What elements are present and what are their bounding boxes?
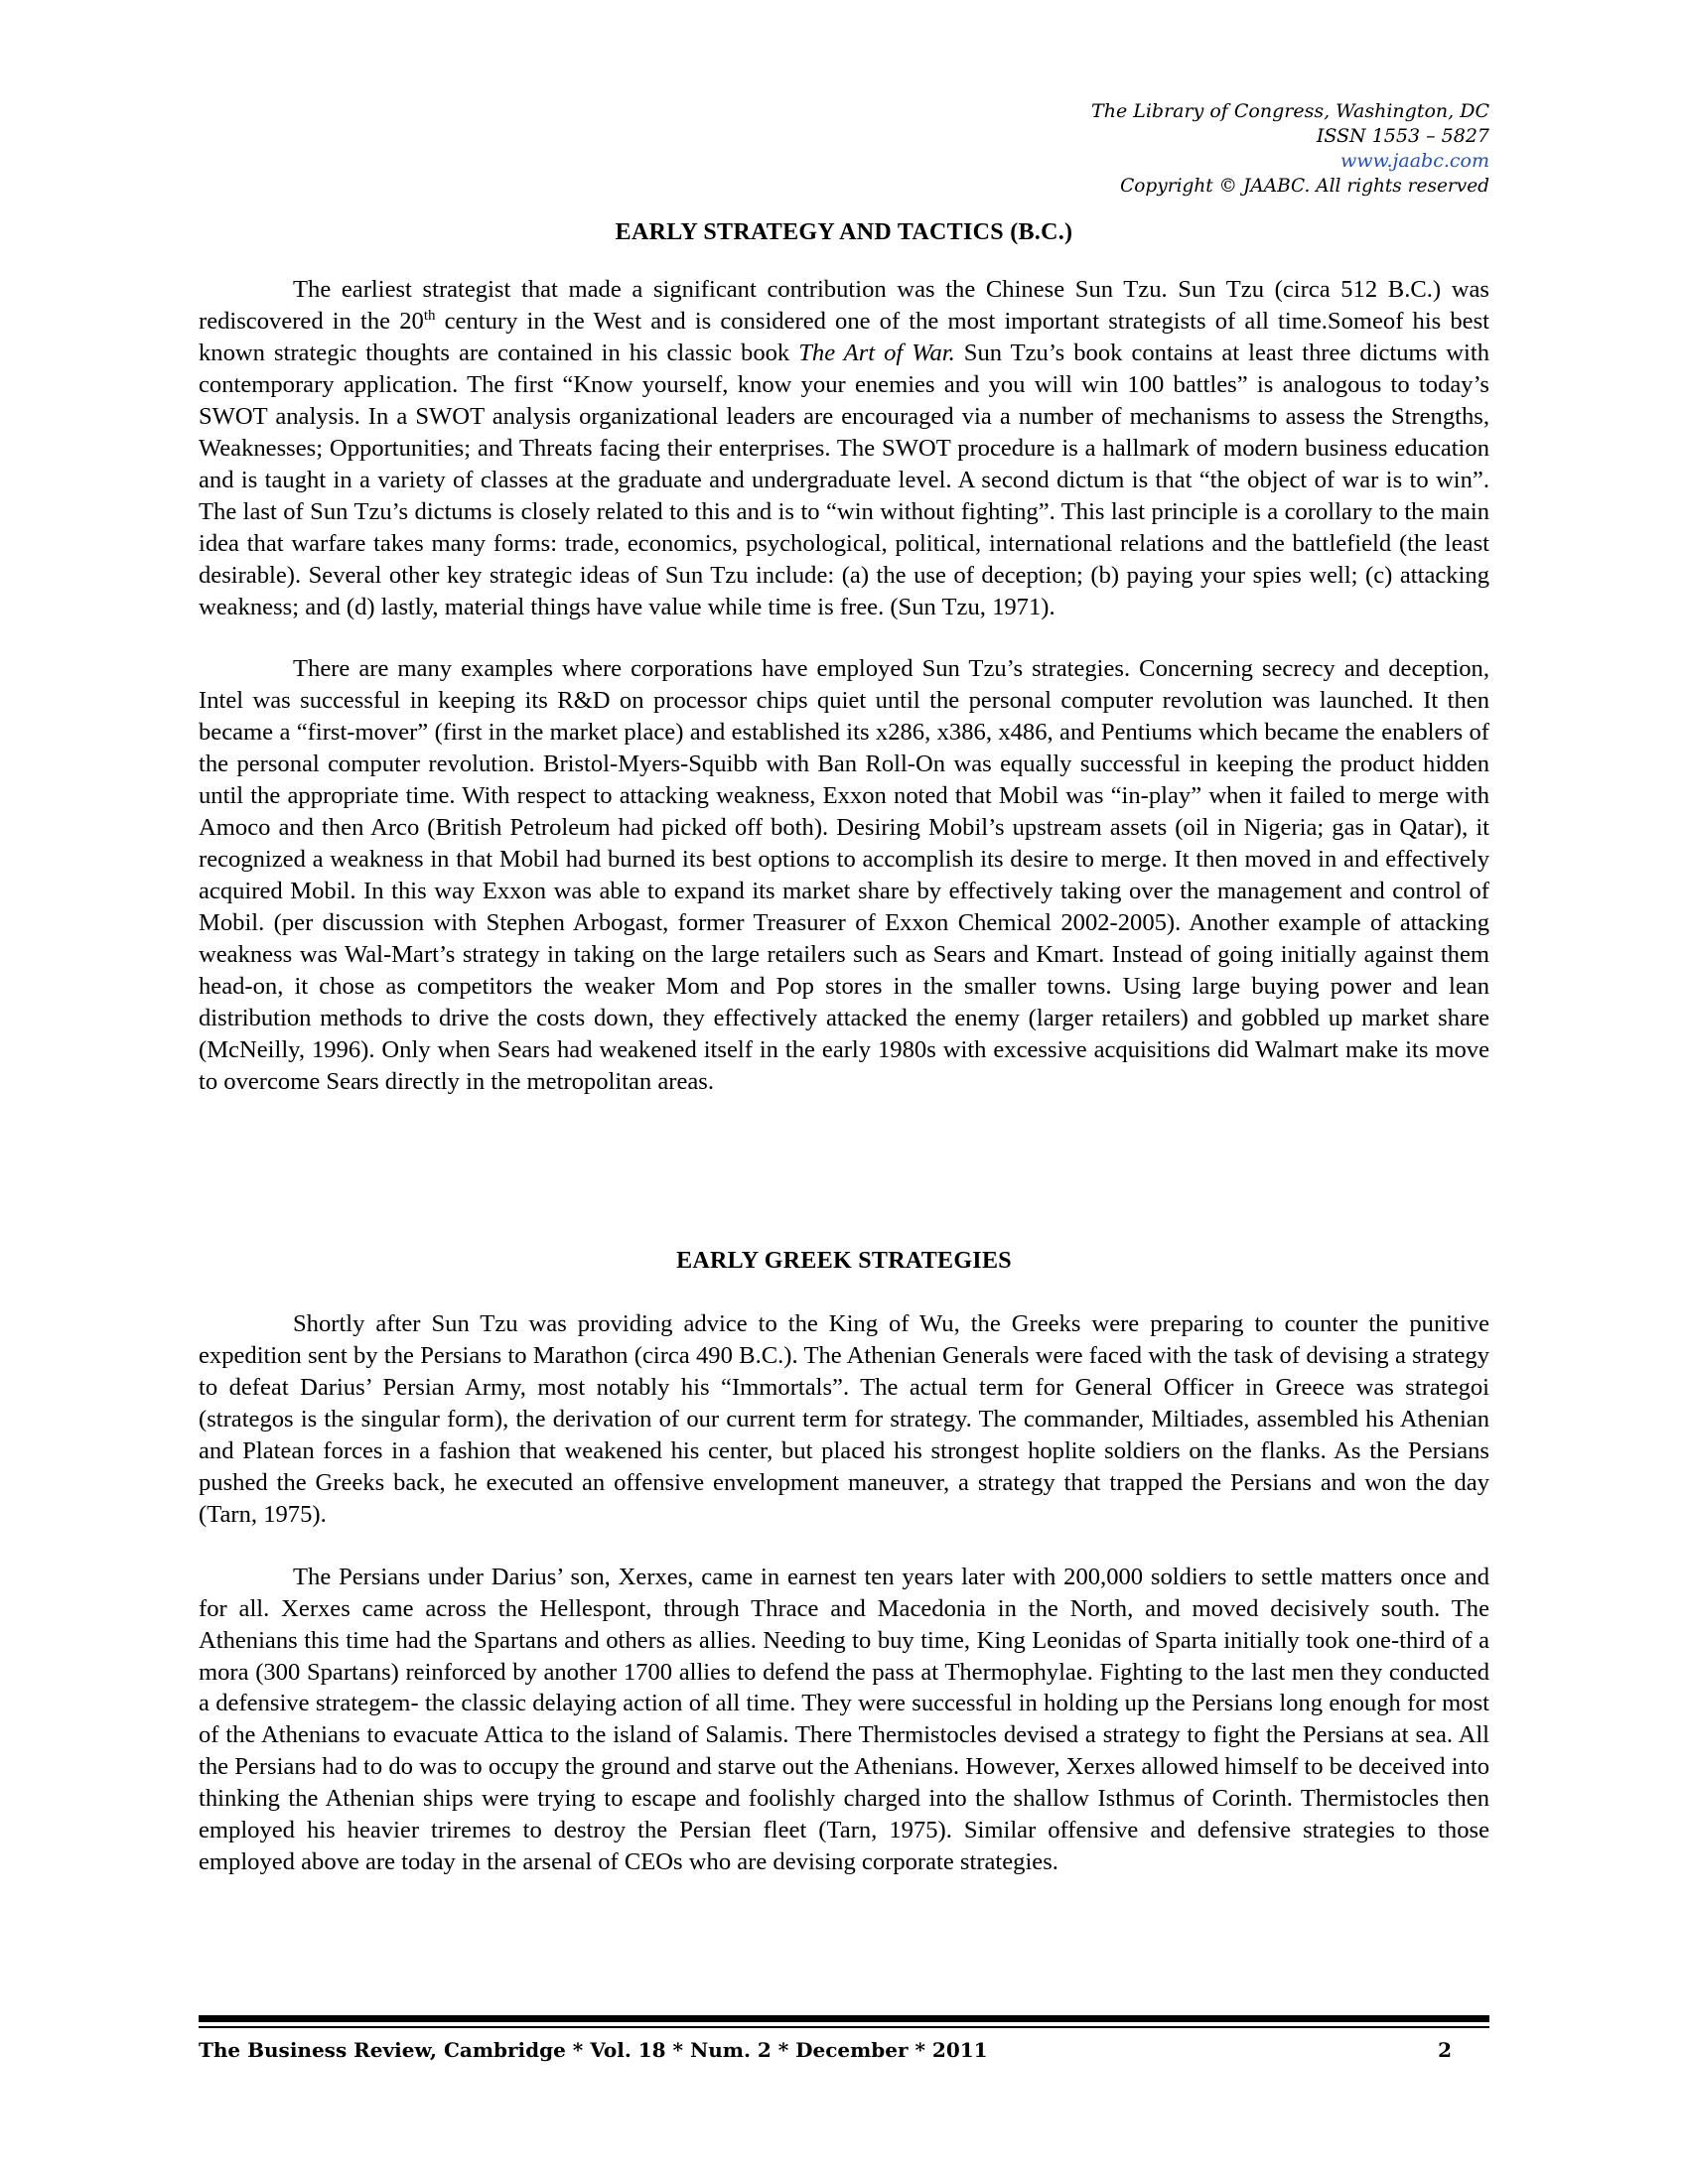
book-title: The Art of War.	[798, 339, 955, 366]
journal-header	[695, 99, 1489, 199]
section-body-early-greek	[199, 1308, 1489, 1909]
paragraph-text: Sun Tzu’s book contains at least three dictums with contemporary application. The first “Know yourself, know your enemies and you will win 100 battles” is analogous to today’s SWOT analysis. In a SWOT analysis organizational leaders are encouraged via a number of mechanisms to assess the Strengths, Weaknesses; Opportunities; and Threats facing their enterprises. The SWOT procedure is a hallmark of modern business education and is taught in a variety of classes at the graduate and undergraduate level. A second dictum is that “the object of war is to win”. The last of Sun Tzu’s dictums is closely related to this and is to “win without fighting”. This last principle is a corollary to the main idea that warfare takes many forms: trade, economics, psychological, political, international relations and the battlefield (the least desirable). Several other key strategic ideas of Sun Tzu include: (a) the use of deception; (b) paying your spies well; (c) attacking weakness; and (d) lastly, material things have value while time is free. (Sun Tzu, 1971).	[199, 339, 1489, 620]
superscript-text: th	[423, 307, 436, 324]
header-issn-line: ISSN 1553 – 5827	[1316, 125, 1489, 147]
header-library-line: The Library of Congress, Washington, DC	[1091, 100, 1489, 122]
footer-rule-thick	[199, 2015, 1489, 2022]
header-copyright-line: Copyright © JAABC. All rights reserved	[1120, 176, 1489, 197]
footer-journal-info: The Business Review, Cambridge * Vol. 18 * Num. 2 * December * 2011	[199, 2038, 988, 2062]
section-body-early-strategy	[199, 274, 1489, 1129]
header-website-link[interactable]: www.jaabc.com	[1339, 150, 1489, 172]
section-title-early-greek: EARLY GREEK STRATEGIES	[676, 1248, 1012, 1274]
section-title-early-strategy: EARLY STRATEGY AND TACTICS (B.C.)	[615, 219, 1073, 245]
paragraph	[199, 274, 1489, 622]
footer-rule-thin	[199, 2026, 1489, 2028]
paragraph-text: The earliest strategist that made a significant contribution was the Chinese Sun Tzu. Sun Tzu (circa 512 B.C.) was rediscovered in the 20	[199, 276, 1489, 335]
page-footer	[199, 2037, 1489, 2063]
paragraph-text: century in the West and is considered one of the most important strategists of all time.Someof his best known strategic thoughts are contained in his classic book	[199, 307, 1489, 366]
paragraph: There are many examples where corporations have employed Sun Tzu’s strategies. Concerning secrecy and deception, Intel was successful in keeping its R&D on processor chips quiet until the personal computer revolution was launched. It then became a “first-mover” (first in the market place) and established its x286, x386, x486, and Pentiums which became the enablers of the personal computer revolution. Bristol-Myers-Squibb with Ban Roll-On was equally successful in keeping the product hidden until the appropriate time. With respect to attacking weakness, Exxon noted that Mobil was “in-play” when it failed to merge with Amoco and then Arco (British Petroleum had picked off both). Desiring Mobil’s upstream assets (oil in Nigeria; gas in Qatar), it recognized a weakness in that Mobil had burned its best options to accomplish its desire to merge. It then moved in and effectively acquired Mobil. In this way Exxon was able to expand its market share by effectively taking over the management and control of Mobil. (per discussion with Stephen Arbogast, former Treasurer of Exxon Chemical 2002-2005). Another example of attacking weakness was Wal-Mart’s strategy in taking on the large retailers such as Sears and Kmart. Instead of going initially against them head-on, it chose as competitors the weaker Mom and Pop stores in the smaller towns. Using large buying power and lean distribution methods to drive the costs down, they effectively attacked the enemy (larger retailers) and gobbled up market share (McNeilly, 1996). Only when Sears had weakened itself in the early 1980s with excessive acquisitions did Walmart make its move to overcome Sears directly in the metropolitan areas.	[199, 655, 1489, 1095]
paragraph: Shortly after Sun Tzu was providing advice to the King of Wu, the Greeks were preparing to counter the punitive expedition sent by the Persians to Marathon (circa 490 B.C.). The Athenian Generals were faced with the task of devising a strategy to defeat Darius’ Persian Army, most notably his “Immortals”. The actual term for General Officer in Greece was strategoi (strategos is the singular form), the derivation of our current term for strategy. The commander, Miltiades, assembled his Athenian and Platean forces in a fashion that weakened his center, but placed his strongest hoplite soldiers on the flanks. As the Persians pushed the Greeks back, he executed an offensive envelopment maneuver, a strategy that trapped the Persians and won the day (Tarn, 1975).	[199, 1310, 1489, 1528]
page-number: 2	[1438, 2038, 1452, 2062]
paragraph: The Persians under Darius’ son, Xerxes, came in earnest ten years later with 200,000 soldiers to settle matters once and for all. Xerxes came across the Hellespont, through Thrace and Macedonia in the North, and moved decisively south. The Athenians this time had the Spartans and others as allies. Needing to buy time, King Leonidas of Sparta initially took one-third of a mora (300 Spartans) reinforced by another 1700 allies to defend the pass at Thermophylae. Fighting to the last men they conducted a defensive strategem- the classic delaying action of all time. They were successful in holding up the Persians long enough for most of the Athenians to evacuate Attica to the island of Salamis. There Thermistocles devised a strategy to fight the Persians at sea. All the Persians had to do was to occupy the ground and starve out the Athenians. However, Xerxes allowed himself to be deceived into thinking the Athenian ships were trying to escape and foolishly charged into the shallow Isthmus of Corinth. Thermistocles then employed his heavier triremes to destroy the Persian fleet (Tarn, 1975). Similar offensive and defensive strategies to those employed above are today in the arsenal of CEOs who are devising corporate strategies.	[199, 1563, 1489, 1876]
